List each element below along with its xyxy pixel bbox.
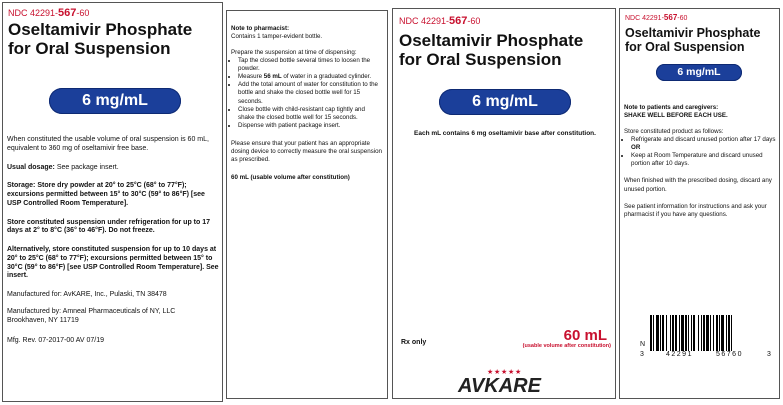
usual-dosage-text: See package insert.: [56, 163, 119, 171]
usual-dosage: [7, 164, 219, 173]
ndc-mid: 567: [449, 15, 468, 27]
barcode-digit-last: 3: [767, 351, 771, 358]
step-item: • Close bottle with child-resistant cap tightly and shake the closed bottle well for 15 seconds.: [238, 106, 383, 122]
prepare-text: Prepare the suspension at time of dispensing:: [231, 49, 357, 57]
step-item: • Tap the closed bottle several times to loosen the powder.: [238, 57, 383, 73]
svg-text:★: ★: [494, 368, 501, 376]
avkare-logo: [455, 366, 553, 396]
right-panel: [619, 8, 780, 399]
ndc-mid: 567: [58, 7, 77, 19]
title-line1: Oseltamivir Phosphate: [8, 20, 193, 39]
title-line1: Oseltamivir Phosphate: [625, 26, 761, 40]
pharmacist-heading: Note to pharmacist:: [231, 25, 290, 32]
shake-warning: SHAKE WELL BEFORE EACH USE.: [624, 112, 728, 120]
alternative-storage-text: Alternatively, store constituted suspension for up to 10 days at 20° to 25°C (68° to 77°F); excursions permitted between 15° to 30°C (59° to 86°F) [see USP Controlled Room Temperature]. See insert.: [7, 246, 219, 280]
barcode-n: N: [640, 341, 646, 348]
rx-only: Rx only: [401, 339, 427, 346]
left-panel: [2, 2, 223, 402]
barcode-digit-first: 3: [640, 351, 644, 358]
product-title: [625, 27, 760, 55]
barcode-digit-group2: 56760: [716, 351, 743, 358]
ndc-prefix: NDC 42291-: [399, 16, 450, 26]
product-title: [8, 21, 192, 58]
strength-badge: 6 mg/mL: [656, 64, 742, 81]
ndc-suffix: -60: [677, 15, 688, 22]
store-option: • Refrigerate and discard unused portion after 17 days OR: [631, 136, 776, 152]
store-intro: Store constituted product as follows:: [624, 128, 724, 136]
svg-text:AVKARE: AVKARE: [458, 375, 541, 396]
manufactured-for: Manufactured for: AvKARE, Inc., Pulaski, TN 38478: [7, 291, 167, 298]
pharmacist-panel: [226, 10, 388, 399]
barcode: [640, 315, 774, 365]
ndc-mid: 567: [663, 13, 678, 22]
ndc-prefix: NDC 42291-: [8, 8, 59, 18]
constituted-text: When constituted the usable volume of oral suspension is 60 mL, equivalent to 360 mg of oseltamivir free base.: [7, 136, 209, 152]
caregivers-heading: Note to patients and caregivers:: [624, 104, 719, 111]
svg-text:★: ★: [487, 368, 494, 376]
manufactured-by-1: Manufactured by: Amneal Pharmaceuticals of NY, LLC: [7, 307, 176, 315]
mfg-revision: Mfg. Rev. 07-2017-00 AV 07/19: [7, 337, 105, 345]
ensure-text: Please ensure that your patient has an appropriate dosing device to correctly measure the oral suspension as prescribed.: [231, 139, 382, 163]
ndc-suffix: -60: [467, 16, 481, 26]
step-item: • Add the total amount of water for constitution to the bottle and shake the closed bottle well for 15 seconds.: [238, 81, 383, 105]
svg-text:★: ★: [501, 368, 508, 376]
strength-badge: 6 mg/mL: [439, 89, 571, 115]
store-options: [624, 136, 776, 168]
svg-text:★: ★: [515, 368, 522, 376]
main-panel: [392, 8, 616, 399]
barcode-bars: [650, 315, 770, 353]
title-line2: for Oral Suspension: [8, 38, 171, 58]
see-info-text: See patient information for instructions and ask your pharmacist if you have any questions.: [624, 202, 767, 218]
barcode-digit-group1: 42291: [666, 351, 693, 358]
preparation-steps: [231, 57, 383, 130]
svg-text:★: ★: [508, 368, 515, 376]
product-title: [399, 32, 583, 69]
refrigeration-text: Store constituted suspension under refrigeration for up to 17 days at 2° to 8°C (36° to 46°F). Do not freeze.: [7, 218, 211, 235]
title-line2: for Oral Suspension: [399, 49, 562, 69]
ndc-code: [8, 7, 89, 19]
each-ml-text: Each mL contains 6 mg oseltamivir base after constitution.: [414, 130, 596, 137]
title-line2: for Oral Suspension: [625, 39, 745, 54]
strength-badge: 6 mg/mL: [49, 88, 181, 114]
contains-text: Contains 1 tamper-evident bottle.: [231, 33, 323, 41]
volume-note: (usable volume after constitution): [522, 343, 611, 349]
store-option: • Keep at Room Temperature and discard unused portion after 10 days.: [631, 152, 776, 168]
usable-volume-text: 60 mL (usable volume after constitution): [231, 173, 350, 181]
ndc-code: [399, 15, 480, 27]
volume-label: 60 mL: [563, 327, 607, 344]
storage-text: Storage: Store dry powder at 20° to 25°C (68° to 77°F); excursions permitted between 15° to 30°C (59° to 86°F) [see USP Controlled Room Temperature].: [7, 182, 205, 207]
step-item: • Measure 56 mL of water in a graduated cylinder.: [238, 73, 383, 81]
ndc-code: [625, 13, 687, 22]
ndc-suffix: -60: [76, 8, 90, 18]
ndc-prefix: NDC 42291-: [625, 15, 664, 22]
step-item: • Dispense with patient package insert.: [238, 122, 383, 130]
manufactured-by-2: Brookhaven, NY 11719: [7, 316, 79, 324]
title-line1: Oseltamivir Phosphate: [399, 31, 584, 50]
finished-text: When finished with the prescribed dosing, discard any unused portion.: [624, 177, 772, 193]
usual-dosage-label: Usual dosage:: [7, 163, 55, 171]
